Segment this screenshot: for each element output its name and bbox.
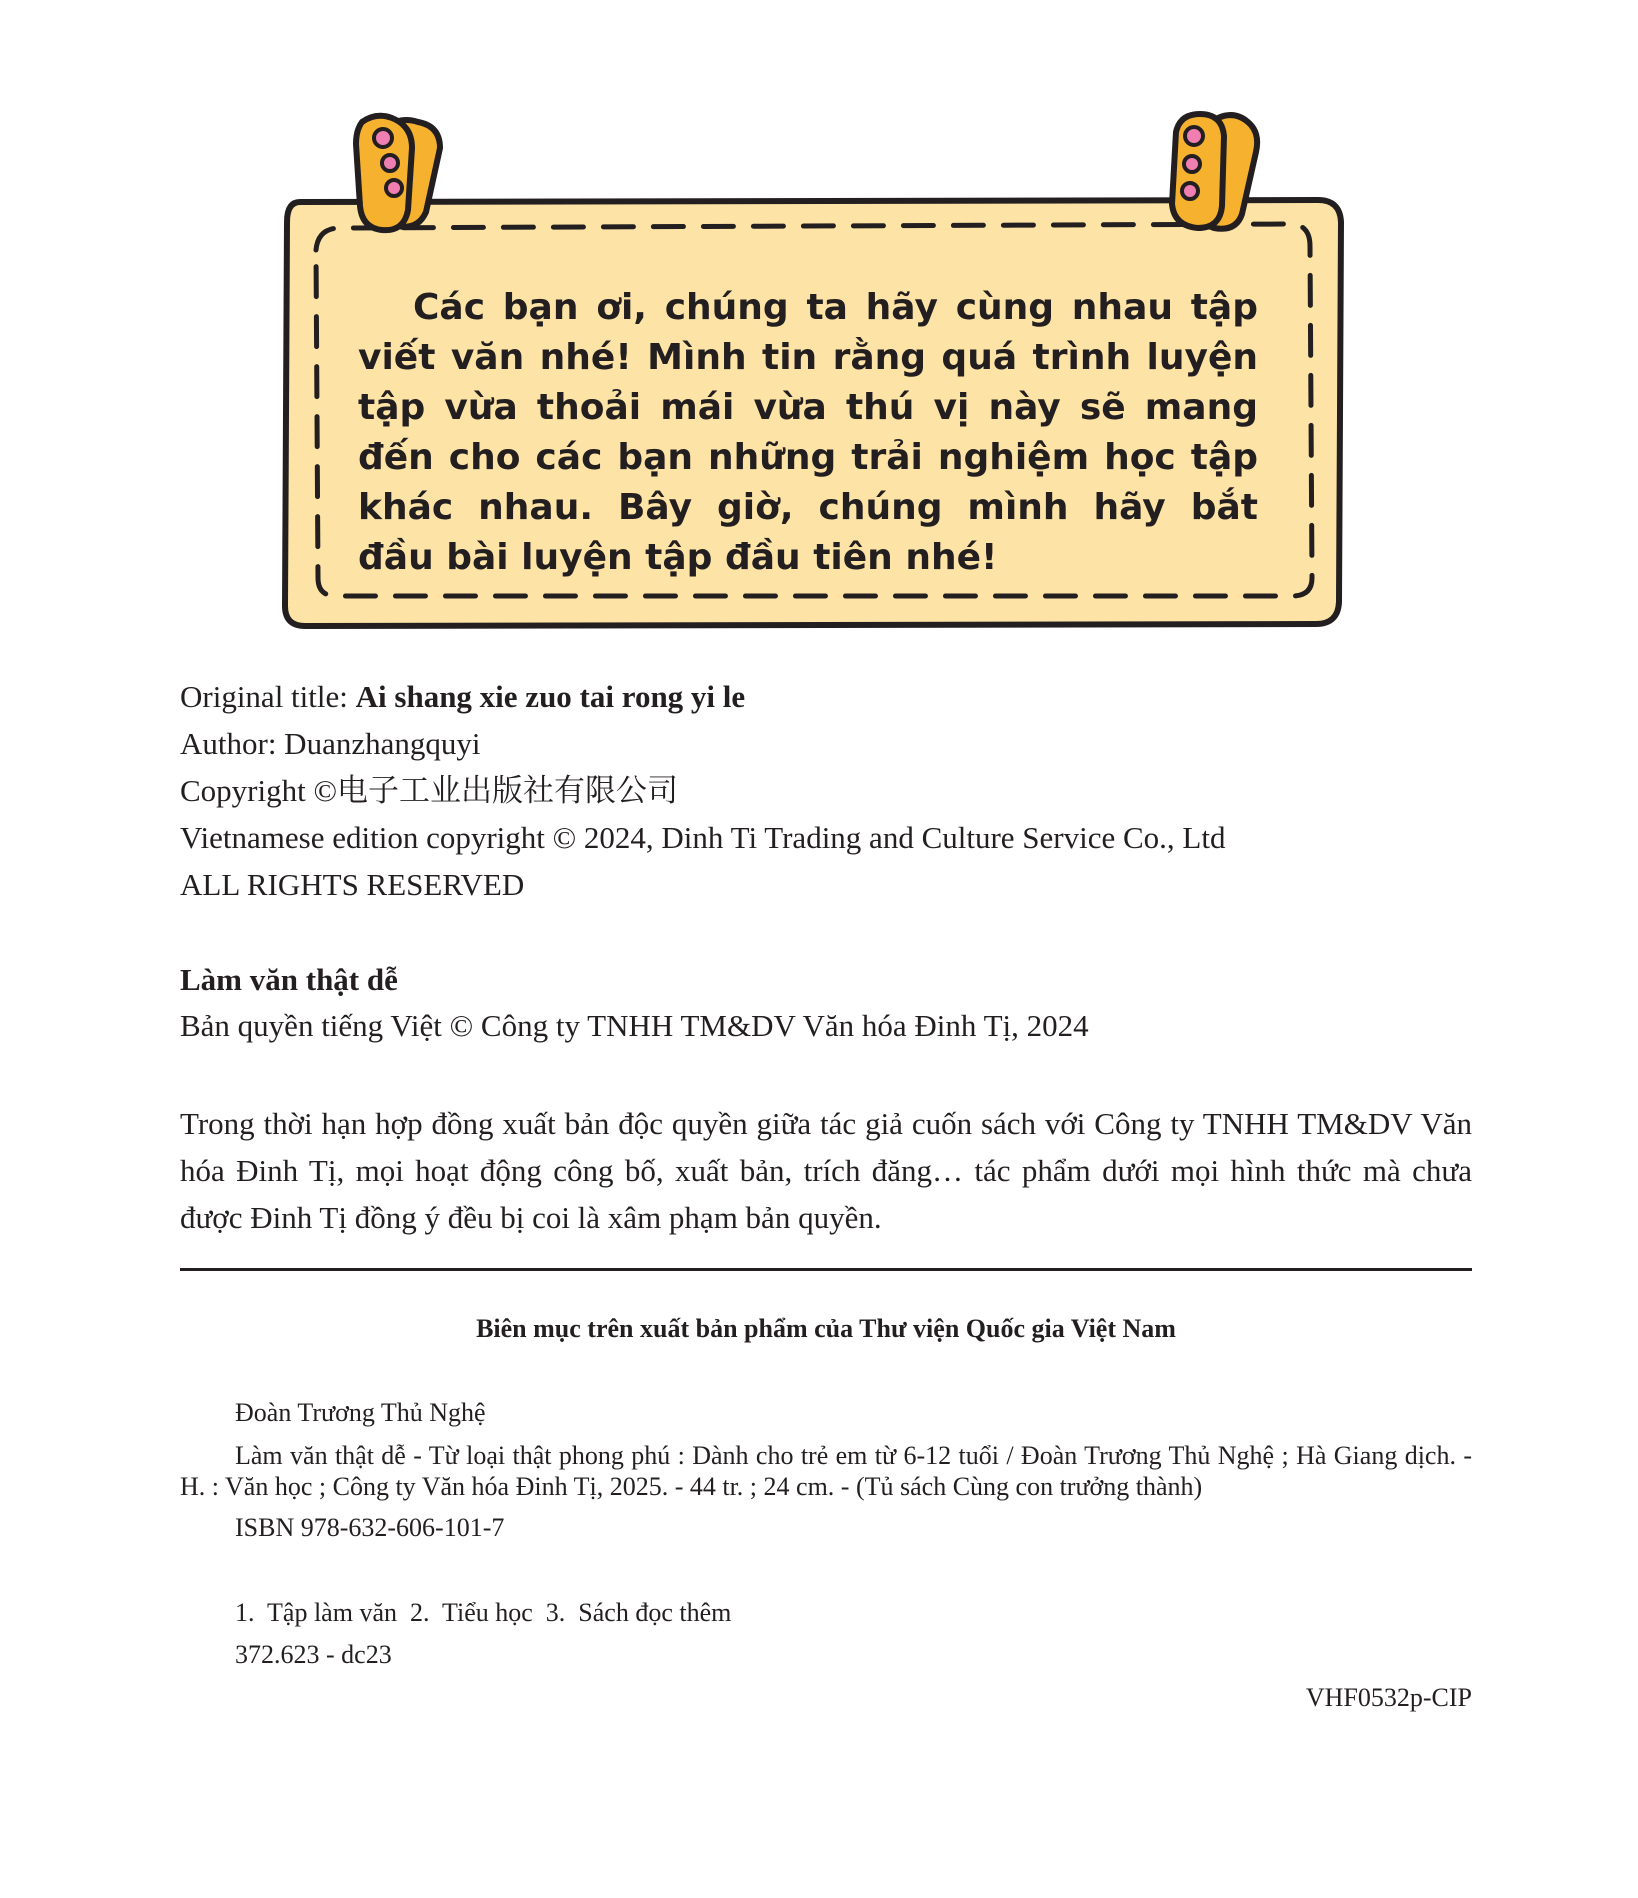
cip-author: Đoàn Trương Thủ Nghệ: [235, 1398, 486, 1427]
author-line: Author: Duanzhangquyi: [180, 726, 481, 761]
copyright-line: Copyright ©电子工业出版社有限公司: [180, 773, 679, 808]
vietnamese-edition-line: Vietnamese edition copyright © 2024, Dinh Ti Trading and Culture Service Co., Ltd: [180, 820, 1226, 855]
vietnamese-copyright: Bản quyền tiếng Việt © Công ty TNHH TM&DV Văn hóa Đinh Tị, 2024: [180, 1008, 1089, 1043]
right-clip-icon: [1172, 114, 1257, 229]
original-title: Ai shang xie zuo tai rong yi le: [355, 679, 746, 714]
notice-text: Các bạn ơi, chúng ta hãy cùng nhau tập viết văn nhé! Mình tin rằng quá trình luyện tập vừa thoải mái vừa thú vị này sẽ mang đến cho các bạn những trải nghiệm học tập khác nhau. Bây giờ, chúng mình hãy bắt đầu bài luyện tập đầu tiên nhé!: [358, 287, 1258, 578]
cip-code: VHF0532p-CIP: [1305, 1683, 1472, 1712]
copyright-notice: Trong thời hạn hợp đồng xuất bản độc quyền giữa tác giả cuốn sách với Công ty TNHH TM&DV Văn hóa Đinh Tị, mọi hoạt động công bố, xuất bản, trích đăng… tác phẩm dưới mọi hình thức mà chưa được Đinh Tị đồng ý đều bị coi là xâm phạm bản quyền.: [180, 1106, 1472, 1235]
cip-isbn: ISBN 978-632-606-101-7: [235, 1513, 505, 1542]
vietnamese-title: Làm văn thật dễ: [180, 962, 398, 997]
original-title-line: [180, 677, 745, 717]
cip-heading: Biên mục trên xuất bản phẩm của Thư viện Quốc gia Việt Nam: [476, 1314, 1176, 1343]
all-rights-line: ALL RIGHTS RESERVED: [180, 867, 525, 902]
cip-classification: 372.623 - dc23: [235, 1640, 392, 1669]
notice-board: [0, 0, 1638, 650]
original-title-label: Original title:: [180, 679, 356, 714]
divider: [180, 1268, 1472, 1271]
cip-description: Làm văn thật dễ - Từ loại thật phong phú : Dành cho trẻ em từ 6-12 tuổi / Đoàn Trương Thủ Nghệ ; Hà Giang dịch. - H. : Văn học ; Công ty Văn hóa Đinh Tị, 2025. - 44 tr. ; 24 cm. - (Tủ sách Cùng con trưởng thành): [180, 1441, 1472, 1501]
left-clip-icon: [356, 116, 440, 230]
cip-subjects: 1. Tập làm văn 2. Tiểu học 3. Sách đọc thêm: [235, 1598, 732, 1627]
